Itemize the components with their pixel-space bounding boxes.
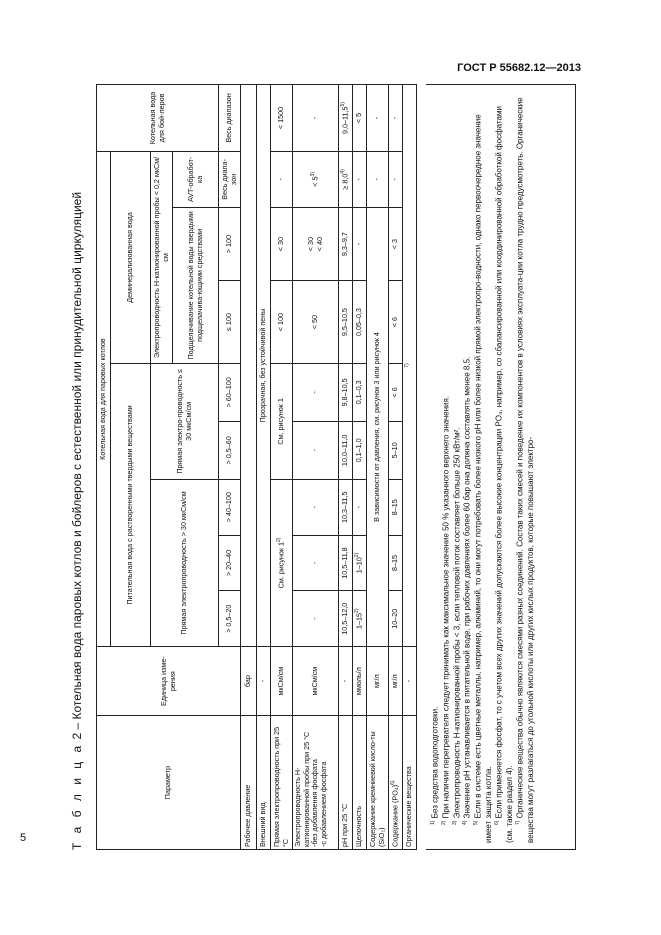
row-unit-alkalinity: ммоль/л: [353, 647, 367, 716]
cell-h-cond-3: -: [293, 479, 339, 535]
note-6: Если применяется фосфат, то с учетом всех других значений допускаются более высокие концентрации PO₄, например, со сбалансированной или координированной обработкой фосфатами (см. также раздел 4).: [494, 106, 515, 843]
header-avt: AVT-обработ-ка: [173, 151, 219, 207]
note-4: Значение pH устанавливается в питательной воде, при рабочих давлениях более 60 бар она должна составлять менее 8,5.: [463, 356, 473, 819]
table-row: Щелочность ммоль/л 1–15$^{2)}$ 1–10$^{2)}$ - 0,1–1,0 0,1–0,3 0,05–0,3 - - < 5: [353, 85, 367, 850]
note-2: При наличии перегревателя следует принимать как максимальное значение 50 % указанного верхнего значения.: [441, 395, 451, 819]
row-unit-phosphate: мг/л: [389, 647, 403, 716]
cell-ph-4: 10,0–11,0: [339, 421, 353, 479]
caption-prefix: Т а б л и ц а: [70, 742, 84, 850]
table-row: [257, 85, 271, 850]
cell-alk-2: 1–10: [354, 557, 364, 574]
row-label-ph: pH при 25 °С: [339, 716, 353, 850]
cell-pressure-8: Весь диапа-зон: [219, 151, 241, 207]
row-label-organic: Органические вещества: [403, 716, 417, 850]
cell-alk-6: 0,05–0,3: [353, 281, 367, 364]
note-7: Органические вещества обычно являются смесями разных соединений. Состав таких смесей и поведение их компонентов в условиях эксплуата-ции котла трудно предусмотреть. Органические вещества могут разлагаться до угольной кислоты или других кислых продуктов, которые повышают электро-: [515, 97, 535, 843]
header-steam-group: Котельная вода для паровых котлов: [97, 151, 111, 646]
cell-h-cond-2: -: [293, 535, 339, 591]
cell-direct-cond-6: < 100: [271, 281, 293, 364]
cell-pressure-5: > 60–100: [219, 363, 241, 421]
header-boiler-group: Котельная вода для бой-леров: [97, 85, 219, 152]
note-5: Если в системе есть цветные металлы, например, алюминий, то они могут потребовать более низкого pH или более низкой прямой электропро-водности, однако первоочередное значение имеет защита котла.: [473, 114, 494, 843]
cell-direct-cond-8: -: [271, 151, 293, 207]
caption-number: 2: [70, 732, 84, 740]
cell-phos-2: 8–15: [389, 535, 403, 591]
cell-pressure-9: Весь диапазон: [219, 85, 241, 152]
table-row: pH при 25 °С - 10,5–12,0 10,5–11,8 10,3–11,5 10,0–11,0 9,8–10,5 9,5–10,5 9,3–9,7 ≥ $8,0^{4)}$ 9,0–11,5$^{5)}$: [339, 85, 353, 850]
cell-silica-8: -: [367, 151, 389, 207]
table-row: [241, 85, 257, 850]
cell-pressure-6: ≤ 100: [219, 281, 241, 364]
cell-alk-9: < 5: [353, 85, 367, 152]
cell-appearance: Прозрачная, без устойчивой пены: [257, 85, 271, 647]
cell-alk-3: -: [353, 479, 367, 535]
row-unit-pressure: бар: [241, 647, 257, 716]
cell-phos-3: 8–15: [389, 479, 403, 535]
row-unit-silica: мг/л: [367, 647, 389, 716]
cell-pressure-1: > 0,5–20: [219, 591, 241, 647]
header-unit: Единица изме-рения: [97, 647, 241, 716]
table-row: [367, 85, 389, 850]
cell-phos-5: < 6: [389, 363, 403, 421]
row-label-direct-cond: Прямая электропроводность при 25 °С: [271, 716, 293, 850]
cell-ph-9: 9,0–11,5: [340, 106, 350, 134]
cell-ph-3: 10,3–11,5: [339, 479, 353, 535]
cell-h-cond-5: -: [293, 363, 339, 421]
cell-h-cond-6: < 50: [293, 281, 339, 364]
row-label-no-phosphate: -без добавления фосфата: [310, 759, 320, 847]
table-caption: [70, 80, 84, 850]
cell-ph-5: 9,8–10,5: [339, 363, 353, 421]
cell-direct-cond-b: См. рисунок 1: [271, 363, 293, 479]
cell-alk-8: -: [353, 151, 367, 207]
cell-ph-7: 9,3–9,7: [339, 207, 353, 281]
table-row: Прямая электропроводность при 25 °С мкСм/см См. рисунок 1$^{2)}$ См. рисунок 1 < 100 < 30 - < 1500: [271, 85, 293, 850]
row-label-with-phosphate: -с добавлением фосфата: [318, 761, 328, 847]
row-label-alkalinity: Щелочность: [353, 716, 367, 850]
cell-h-cond-7b: < 40: [314, 237, 324, 252]
cell-phos-8: -: [389, 151, 403, 207]
cell-direct-cond-a: См. рисунок 1: [276, 541, 286, 589]
row-label-h-cond: Электропроводность Н-катионированной пробы при 25 °С: [293, 731, 311, 847]
header-demin-water: Деминерализованная вода: [111, 151, 151, 363]
row-unit-ph: -: [339, 647, 353, 716]
cell-phos-7: < 3: [389, 207, 403, 281]
cell-h-cond-7a: < 30: [305, 237, 315, 252]
cell-alk-4: 0,1–1,0: [353, 421, 367, 479]
cell-pressure-3: > 40–100: [219, 479, 241, 535]
cell-silica-9: -: [367, 85, 389, 152]
cell-h-cond-1: -: [293, 591, 339, 647]
header-alkalization: Подщелачивание котельной воды твердыми подщелачива-ющими средствами: [173, 207, 219, 363]
header-feed-water: Питательная вода с растворенными твердыми веществами: [111, 363, 151, 646]
header-direct-gt30: Прямая электропроводность > 30 мкСм/см: [151, 479, 219, 646]
header-h-cation: Электропроводность Н-катионированной пробы < 0,2 мкСм/см: [151, 151, 173, 363]
water-quality-table: [96, 84, 417, 850]
row-unit-organic: -: [403, 647, 417, 716]
cell-ph-8: ≥ 8,0: [340, 173, 350, 190]
row-label-phosphate: Содержание (PO₄): [390, 784, 400, 847]
cell-pressure-2: > 20–40: [219, 535, 241, 591]
note-1: Без средства водоподготовки.: [430, 706, 440, 819]
table-row: Электропроводность Н-катионированной пробы при 25 °С -без добавления фосфата -с добавлением фосфата мкСм/см - - - - - < 50 < 30 < 40 < $5^{3)}$ -: [293, 85, 339, 850]
cell-h-cond-8: < 5: [310, 176, 320, 187]
cell-ph-2: 10,5–11,8: [339, 535, 353, 591]
cell-alk-7: -: [353, 207, 367, 281]
standard-header: ГОСТ Р 55682.12—2013: [457, 62, 581, 74]
cell-direct-cond-9: < 1500: [271, 85, 293, 152]
cell-phos-4: 5–10: [389, 421, 403, 479]
cell-direct-cond-7: < 30: [271, 207, 293, 281]
row-label-pressure: Рабочее давление: [241, 716, 257, 850]
cell-alk-5: 0,1–0,3: [353, 363, 367, 421]
table-row: Органические вещества - $^{7)}$: [403, 85, 417, 850]
cell-phos-1: 10–20: [389, 591, 403, 647]
row-unit-direct-cond: мкСм/см: [271, 647, 293, 716]
row-unit-appearance: -: [257, 647, 271, 716]
cell-phos-9: -: [389, 85, 403, 152]
cell-pressure-7: > 100: [219, 207, 241, 281]
row-label-appearance: Внешний вид: [257, 716, 271, 850]
cell-ph-1: 10,5–12,0: [339, 591, 353, 647]
row-unit-h-cond: мкСм/см: [293, 647, 339, 716]
table-notes: $^{1)}$ Без средства водоподготовки. $^{2)}$ При наличии перегревателя следует принимать как максимальное значение 50 % указанного верхнего значения. $^{3)}$ Электропроводность Н-катионированной пробы < 3, если тепловой поток составляет больше 250 кВт/м². $^{4)}$ Значение pH устанавливается в питательной воде, при рабочих давлениях более 60 бар она должна составлять менее 8,5. $^{5)}$ Если в системе есть цветные металлы, например, алюминий, то они могут потребовать более низкого pH или более низкой прямой электропро-водности, однако первоочередное значение имеет защита котла. $^{6)}$ Если применяется фосфат, то с учетом всех других значений допускаются более высокие концентрации PO₄, например, со сбалансированной или координированной обработкой фосфатами (см. также раздел 4). $^{7)}$ Органические вещества обычно являются смесями разных соединений. Состав таких смесей и поведение их компонентов в условиях эксплуата-ции котла трудно предусмотреть. Органические вещества могут разлагаться до угольной кислоты или других кислых продуктов, которые повышают электро-: [426, 84, 576, 850]
table-row: Содержание $(PO_4)^{6)}$ мг/л 10–20 8–15 8–15 5–10 < 6 < 6 < 3 - -: [389, 85, 403, 850]
caption-title: – Котельная вода паровых котлов и бойлеров с естественной или принудительной циркуляцией: [70, 191, 84, 730]
cell-h-cond-4: -: [293, 421, 339, 479]
cell-alk-1: 1–15: [354, 612, 364, 629]
page-number: 5: [20, 832, 27, 844]
cell-h-cond-9: -: [293, 85, 339, 152]
cell-ph-6: 9,5–10,5: [339, 281, 353, 364]
header-direct-le30: Прямая электро-проводность ≤ 30 мкСм/см: [151, 363, 219, 479]
cell-pressure-4: > 0,5–60: [219, 421, 241, 479]
note-3: Электропроводность Н-катионированной пробы < 3, если тепловой поток составляет больше 250 кВт/м².: [452, 427, 462, 819]
row-label-silica: Содержание кремниевой кисло-ты (SiO₂): [367, 716, 389, 850]
cell-silica-span: В зависимости от давления, см. рисунок 3 или рисунок 4: [367, 207, 389, 646]
cell-phos-6: < 6: [389, 281, 403, 364]
rotated-table-block: [70, 80, 580, 850]
header-parameter: Параметр: [97, 716, 241, 850]
